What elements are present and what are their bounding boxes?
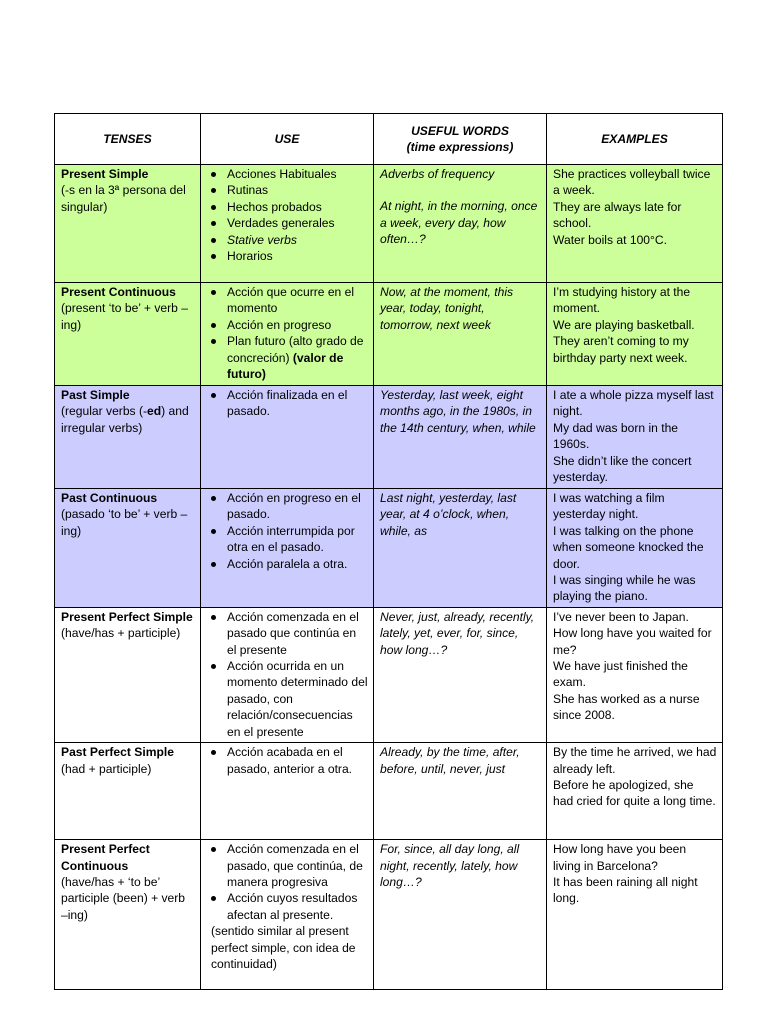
examples-cell xyxy=(547,283,723,386)
example: My dad was born in the 1960s. xyxy=(553,420,679,452)
examples-cell xyxy=(547,165,723,283)
list-item: Acción finalizada en el pasado. xyxy=(207,387,368,420)
example: I ate a whole pizza myself last night. xyxy=(553,388,714,419)
tense-cell xyxy=(55,386,201,489)
list-item xyxy=(207,333,368,382)
use-list xyxy=(207,284,368,382)
list-item: Hechos probados xyxy=(207,199,368,215)
tense-cell xyxy=(55,607,201,742)
header-useful-words-title: USEFUL WORDS xyxy=(411,123,509,138)
use-cell xyxy=(201,489,374,608)
use-list xyxy=(207,490,368,572)
use-list xyxy=(207,166,368,264)
example: Before he apologized, she had cried for quite a long time. xyxy=(553,777,716,809)
tense-form xyxy=(61,403,195,436)
words-cell xyxy=(374,489,547,608)
use-cell xyxy=(201,386,374,489)
list-item: Acción ocurrida en un momento determinado del pasado, con relación/consecuencias en el presente xyxy=(207,658,368,740)
example: She has worked as a nurse since 2008. xyxy=(553,691,700,723)
words-cell xyxy=(374,283,547,386)
example: They aren’t coming to my birthday party next week. xyxy=(553,334,689,365)
tense-form-bold: ed xyxy=(147,404,162,419)
tense-name: Present Perfect Simple xyxy=(61,609,193,624)
use-list xyxy=(207,387,368,420)
tense-cell xyxy=(55,489,201,608)
use-note: (sentido similar al present perfect simple, con idea de continuidad) xyxy=(211,924,356,971)
words-cell xyxy=(374,840,547,990)
list-item: Acción en progreso xyxy=(207,317,368,333)
list-item: Acción que ocurre en el momento xyxy=(207,284,368,317)
header-tenses: TENSES xyxy=(55,114,201,165)
list-item-bold-suffix: (valor de futuro) xyxy=(227,350,344,382)
example: I was singing while he was playing the piano. xyxy=(553,573,696,604)
table-row xyxy=(55,743,723,840)
useful-words: Adverbs of frequency xyxy=(380,167,495,181)
tense-form: (-s en la 3ª persona del singular) xyxy=(61,183,186,214)
header-use: USE xyxy=(201,114,374,165)
example: They are always late for school. xyxy=(553,199,682,231)
tense-form-part: (regular verbs (- xyxy=(61,404,148,419)
tense-cell xyxy=(55,283,201,386)
useful-words: Yesterday, last week, eight months ago, in the 1980s, in the 14th century, when, while xyxy=(380,388,536,435)
tense-form: (had + participle) xyxy=(61,761,152,776)
use-cell xyxy=(201,607,374,742)
example: Water boils at 100°C. xyxy=(553,232,667,247)
header-useful-words xyxy=(374,114,547,165)
list-item: Acción interrumpida por otra en el pasado. xyxy=(207,523,368,556)
tense-name: Present Continuous xyxy=(61,285,176,299)
example: I’ve never been to Japan. xyxy=(553,609,689,624)
example: It has been raining all night long. xyxy=(553,874,698,906)
words-cell xyxy=(374,607,547,742)
example: I was talking on the phone when someone knocked the door. xyxy=(553,523,704,571)
header-useful-words-sub: (time expressions) xyxy=(406,140,514,154)
useful-words: Now, at the moment, this year, today, tonight, tomorrow, next week xyxy=(380,285,514,332)
table-row xyxy=(55,165,723,283)
list-item: Acción en progreso en el pasado. xyxy=(207,490,368,523)
use-cell xyxy=(201,840,374,990)
examples-cell xyxy=(547,607,723,742)
tense-form: (have/has + ‘to be’ participle (been) + verb –ing) xyxy=(61,874,186,922)
use-cell xyxy=(201,165,374,283)
example: She practices volleyball twice a week. xyxy=(553,167,711,198)
examples-cell xyxy=(547,489,723,608)
example: We are playing basketball. xyxy=(553,317,695,332)
table-row xyxy=(55,607,723,742)
useful-words: At night, in the morning, once a week, every day, how often…? xyxy=(380,199,538,247)
use-cell xyxy=(201,743,374,840)
list-item: Acción comenzada en el pasado que continúa en el presente xyxy=(207,609,368,658)
example: How long have you waited for me? xyxy=(553,626,712,657)
use-cell xyxy=(201,283,374,386)
useful-words: Already, by the time, after, before, until, never, just xyxy=(380,745,520,776)
tense-name: Past Continuous xyxy=(61,491,158,505)
list-item-text: Plan futuro (alto grado de concreción) xyxy=(227,334,364,365)
tense-name: Present Simple xyxy=(61,167,149,181)
example: I’m studying history at the moment. xyxy=(553,285,691,316)
list-item: Verdades generales xyxy=(207,215,368,231)
tense-name: Present Perfect Continuous xyxy=(61,842,150,873)
useful-words: For, since, all day long, all night, recently, lately, how long…? xyxy=(380,842,520,889)
use-list xyxy=(207,841,368,923)
table-row xyxy=(55,840,723,990)
tense-form: (have/has + participle) xyxy=(61,626,181,641)
list-item: Acción acabada en el pasado, anterior a otra. xyxy=(207,744,368,777)
list-item: Horarios xyxy=(207,248,368,264)
header-row xyxy=(55,114,723,165)
example: By the time he arrived, we had already left. xyxy=(553,745,717,776)
useful-words: Never, just, already, recently, lately, yet, ever, for, since, how long…? xyxy=(380,609,535,657)
use-list xyxy=(207,609,368,740)
tense-form: (pasado ‘to be’ + verb –ing) xyxy=(61,507,188,538)
list-item: Acciones Habituales xyxy=(207,166,368,182)
example: How long have you been living in Barcelona? xyxy=(553,842,687,873)
table-row xyxy=(55,283,723,386)
examples-cell xyxy=(547,743,723,840)
list-item: Stative verbs xyxy=(207,232,368,248)
tenses-table xyxy=(54,113,723,990)
tense-form: (present ‘to be’ + verb –ing) xyxy=(61,301,188,332)
examples-cell xyxy=(547,840,723,990)
table-row xyxy=(55,386,723,489)
words-cell xyxy=(374,386,547,489)
list-item: Acción comenzada en el pasado, que continúa, de manera progresiva xyxy=(207,841,368,890)
example: I was watching a film yesterday night. xyxy=(553,491,665,522)
examples-cell xyxy=(547,386,723,489)
useful-words: Last night, yesterday, last year, at 4 o’clock, when, while, as xyxy=(380,491,517,538)
words-cell xyxy=(374,165,547,283)
tense-cell xyxy=(55,165,201,283)
tense-cell xyxy=(55,743,201,840)
example: She didn’t like the concert yesterday. xyxy=(553,453,692,485)
tense-name: Past Simple xyxy=(61,388,130,402)
list-item: Acción paralela a otra. xyxy=(207,556,368,572)
tense-cell xyxy=(55,840,201,990)
tense-name: Past Perfect Simple xyxy=(61,745,174,760)
use-list xyxy=(207,744,368,777)
list-item: Rutinas xyxy=(207,182,368,198)
words-cell xyxy=(374,743,547,840)
table-row xyxy=(55,489,723,608)
example: We have just finished the exam. xyxy=(553,659,688,690)
list-item: Acción cuyos resultados afectan al presente. xyxy=(207,890,368,923)
tense-form-part: ) and irregular verbs) xyxy=(61,404,189,435)
header-examples: EXAMPLES xyxy=(547,114,723,165)
